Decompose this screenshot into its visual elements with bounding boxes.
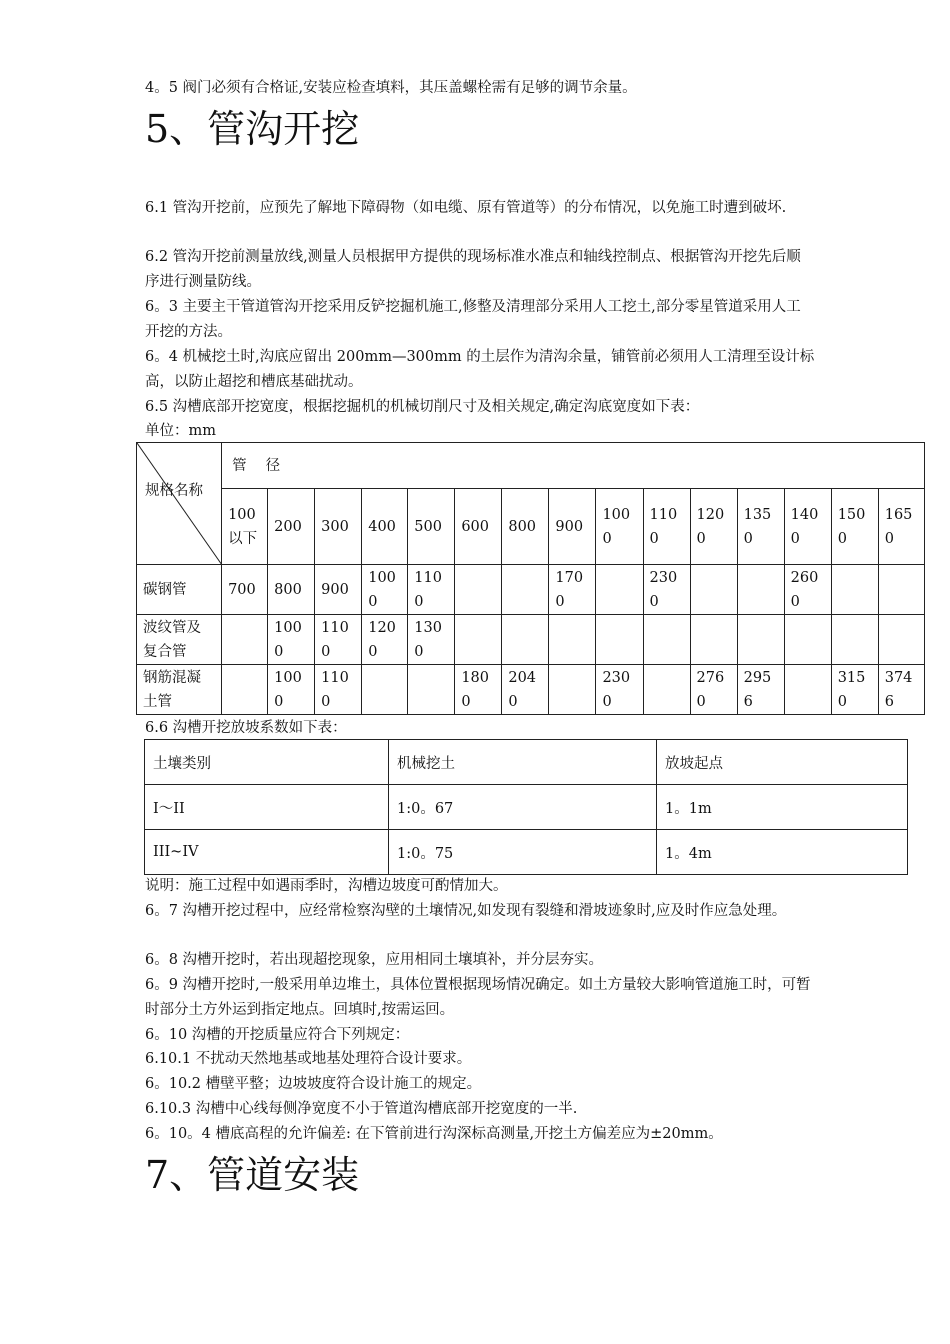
section-heading-5: 5、管沟开挖 xyxy=(145,107,360,151)
width-value-cell xyxy=(690,565,737,615)
width-value-cell: 1000 xyxy=(268,665,315,715)
paragraph-6-10: 6。10 沟槽的开挖质量应符合下列规定： xyxy=(145,1027,410,1043)
paragraph-6-6: 6.6 沟槽开挖放坡系数如下表： xyxy=(145,720,347,736)
width-value-cell xyxy=(878,615,924,665)
slope-coefficient-table xyxy=(144,739,908,875)
pipe-type-cell: 波纹管及复合管 xyxy=(137,615,222,665)
width-value-cell: 2300 xyxy=(596,665,643,715)
width-value-cell xyxy=(549,615,596,665)
pipe-type-cell: 碳钢管 xyxy=(137,565,222,615)
width-value-cell xyxy=(784,615,831,665)
width-value-cell xyxy=(784,665,831,715)
width-value-cell xyxy=(222,665,268,715)
width-value-cell xyxy=(878,565,924,615)
corner-header-cell xyxy=(137,443,222,565)
width-value-cell: 1100 xyxy=(315,615,362,665)
width-value-cell: 1000 xyxy=(268,615,315,665)
trench-width-table xyxy=(136,442,925,715)
paragraph-6-1: 6.1 管沟开挖前，应预先了解地下障碍物（如电缆、原有管道等）的分布情况，以免施工时遭到破坏. xyxy=(145,200,787,216)
table-row xyxy=(137,615,925,665)
paragraph-6-8: 6。8 沟槽开挖时，若出现超挖现象，应用相同土壤填补，并分层夯实。 xyxy=(145,952,604,968)
width-value-cell: 1800 xyxy=(455,665,502,715)
header-cell: 机械挖土 xyxy=(389,740,657,785)
width-value-cell xyxy=(643,615,690,665)
width-value-cell: 900 xyxy=(315,565,362,615)
width-value-cell xyxy=(362,665,408,715)
width-value-cell xyxy=(502,615,549,665)
width-value-cell: 3746 xyxy=(878,665,924,715)
size-header-cell: 200 xyxy=(268,489,315,565)
size-header-cell: 400 xyxy=(362,489,408,565)
size-header-cell: 100以下 xyxy=(222,489,268,565)
width-value-cell: 1700 xyxy=(549,565,596,615)
table-cell: 1:0。67 xyxy=(389,785,657,830)
width-value-cell xyxy=(643,665,690,715)
paragraph-6-5: 6.5 沟槽底部开挖宽度，根据挖掘机的机械切削尺寸及相关规定,确定沟底宽度如下表： xyxy=(145,399,700,415)
paragraph-6-10-2: 6。10.2 槽壁平整；边坡坡度符合设计施工的规定。 xyxy=(145,1076,482,1092)
table-row xyxy=(145,785,908,830)
table-header-row xyxy=(145,740,908,785)
paragraph-6-2: 6.2 管沟开挖前测量放线,测量人员根据甲方提供的现场标准水准点和轴线控制点、根据管沟开挖先后顺序进行测量防线。 xyxy=(145,249,801,290)
width-value-cell: 3150 xyxy=(831,665,878,715)
size-header-row xyxy=(137,489,925,565)
section-heading-7: 7、管道安装 xyxy=(145,1153,360,1197)
diameter-header: 管 径 xyxy=(222,443,925,489)
size-header-cell: 1200 xyxy=(690,489,737,565)
size-header-cell: 300 xyxy=(315,489,362,565)
width-value-cell xyxy=(596,565,643,615)
header-cell: 土壤类别 xyxy=(145,740,389,785)
size-header-cell: 1100 xyxy=(643,489,690,565)
paragraph-6-7: 6。7 沟槽开挖过程中，应经常检察沟壁的土壤情况,如发现有裂缝和滑坡迹象时,应及时作应急处理。 xyxy=(145,903,787,919)
width-value-cell xyxy=(502,565,549,615)
note-rainy-season: 说明：施工过程中如遇雨季时，沟槽边坡度可酌情加大。 xyxy=(145,878,508,894)
width-value-cell: 2600 xyxy=(784,565,831,615)
paragraph-6-4: 6。4 机械挖土时,沟底应留出 200mm—300mm 的土层作为清沟余量，铺管前必须用人工清理至设计标高，以防止超挖和槽底基础扰动。 xyxy=(145,349,815,390)
width-value-cell xyxy=(549,665,596,715)
size-header-cell: 1500 xyxy=(831,489,878,565)
paragraph-6-3: 6。3 主要主干管道管沟开挖采用反铲挖掘机施工,修整及清理部分采用人工挖土,部分零星管道采用人工开挖的方法。 xyxy=(145,299,801,340)
width-value-cell xyxy=(737,615,784,665)
size-header-cell: 900 xyxy=(549,489,596,565)
paragraph-6-10-1: 6.10.1 不扰动天然地基或地基处理符合设计要求。 xyxy=(145,1051,472,1067)
width-value-cell xyxy=(455,615,502,665)
width-value-cell: 2760 xyxy=(690,665,737,715)
width-value-cell: 2300 xyxy=(643,565,690,615)
width-value-cell: 2040 xyxy=(502,665,549,715)
width-value-cell xyxy=(596,615,643,665)
paragraph-6-10-3: 6.10.3 沟槽中心线每侧净宽度不小于管道沟槽底部开挖宽度的一半. xyxy=(145,1101,578,1117)
paragraph-4-5: 4。5 阀门必须有合格证,安装应检查填料，其压盖螺栓需有足够的调节余量。 xyxy=(145,80,637,96)
width-value-cell xyxy=(408,665,455,715)
size-header-cell: 1650 xyxy=(878,489,924,565)
width-value-cell: 700 xyxy=(222,565,268,615)
table-cell: 1。1m xyxy=(657,785,908,830)
width-value-cell: 2956 xyxy=(737,665,784,715)
corner-label: 规格名称 xyxy=(145,483,203,499)
paragraph-6-10-4: 6。10。4 槽底高程的允许偏差: 在下管前进行沟深标高测量,开挖土方偏差应为±20mm。 xyxy=(145,1126,723,1142)
width-value-cell xyxy=(690,615,737,665)
table-row xyxy=(137,565,925,615)
size-header-cell: 1400 xyxy=(784,489,831,565)
width-value-cell: 1300 xyxy=(408,615,455,665)
width-value-cell: 1200 xyxy=(362,615,408,665)
pipe-type-cell: 钢筋混凝土管 xyxy=(137,665,222,715)
unit-label: 单位：mm xyxy=(145,423,216,439)
width-value-cell xyxy=(455,565,502,615)
table-cell: 1。4m xyxy=(657,830,908,875)
size-header-cell: 1350 xyxy=(737,489,784,565)
size-header-cell: 800 xyxy=(502,489,549,565)
width-value-cell xyxy=(831,565,878,615)
size-header-cell: 500 xyxy=(408,489,455,565)
width-value-cell xyxy=(222,615,268,665)
width-value-cell xyxy=(831,615,878,665)
table-row xyxy=(137,665,925,715)
table-cell: I～II xyxy=(145,785,389,830)
header-cell: 放坡起点 xyxy=(657,740,908,785)
table-cell: 1:0。75 xyxy=(389,830,657,875)
size-header-cell: 1000 xyxy=(596,489,643,565)
table-cell: III~IV xyxy=(145,830,389,875)
width-value-cell xyxy=(737,565,784,615)
size-header-cell: 600 xyxy=(455,489,502,565)
width-value-cell: 1100 xyxy=(315,665,362,715)
width-value-cell: 1100 xyxy=(408,565,455,615)
table-row xyxy=(145,830,908,875)
width-value-cell: 800 xyxy=(268,565,315,615)
diagonal-line xyxy=(137,443,222,565)
paragraph-6-9: 6。9 沟槽开挖时,一般采用单边堆土，具体位置根据现场情况确定。如土方量较大影响管道施工时，可暂时部分土方外运到指定地点。回填时,按需运回。 xyxy=(145,977,811,1018)
width-value-cell: 1000 xyxy=(362,565,408,615)
